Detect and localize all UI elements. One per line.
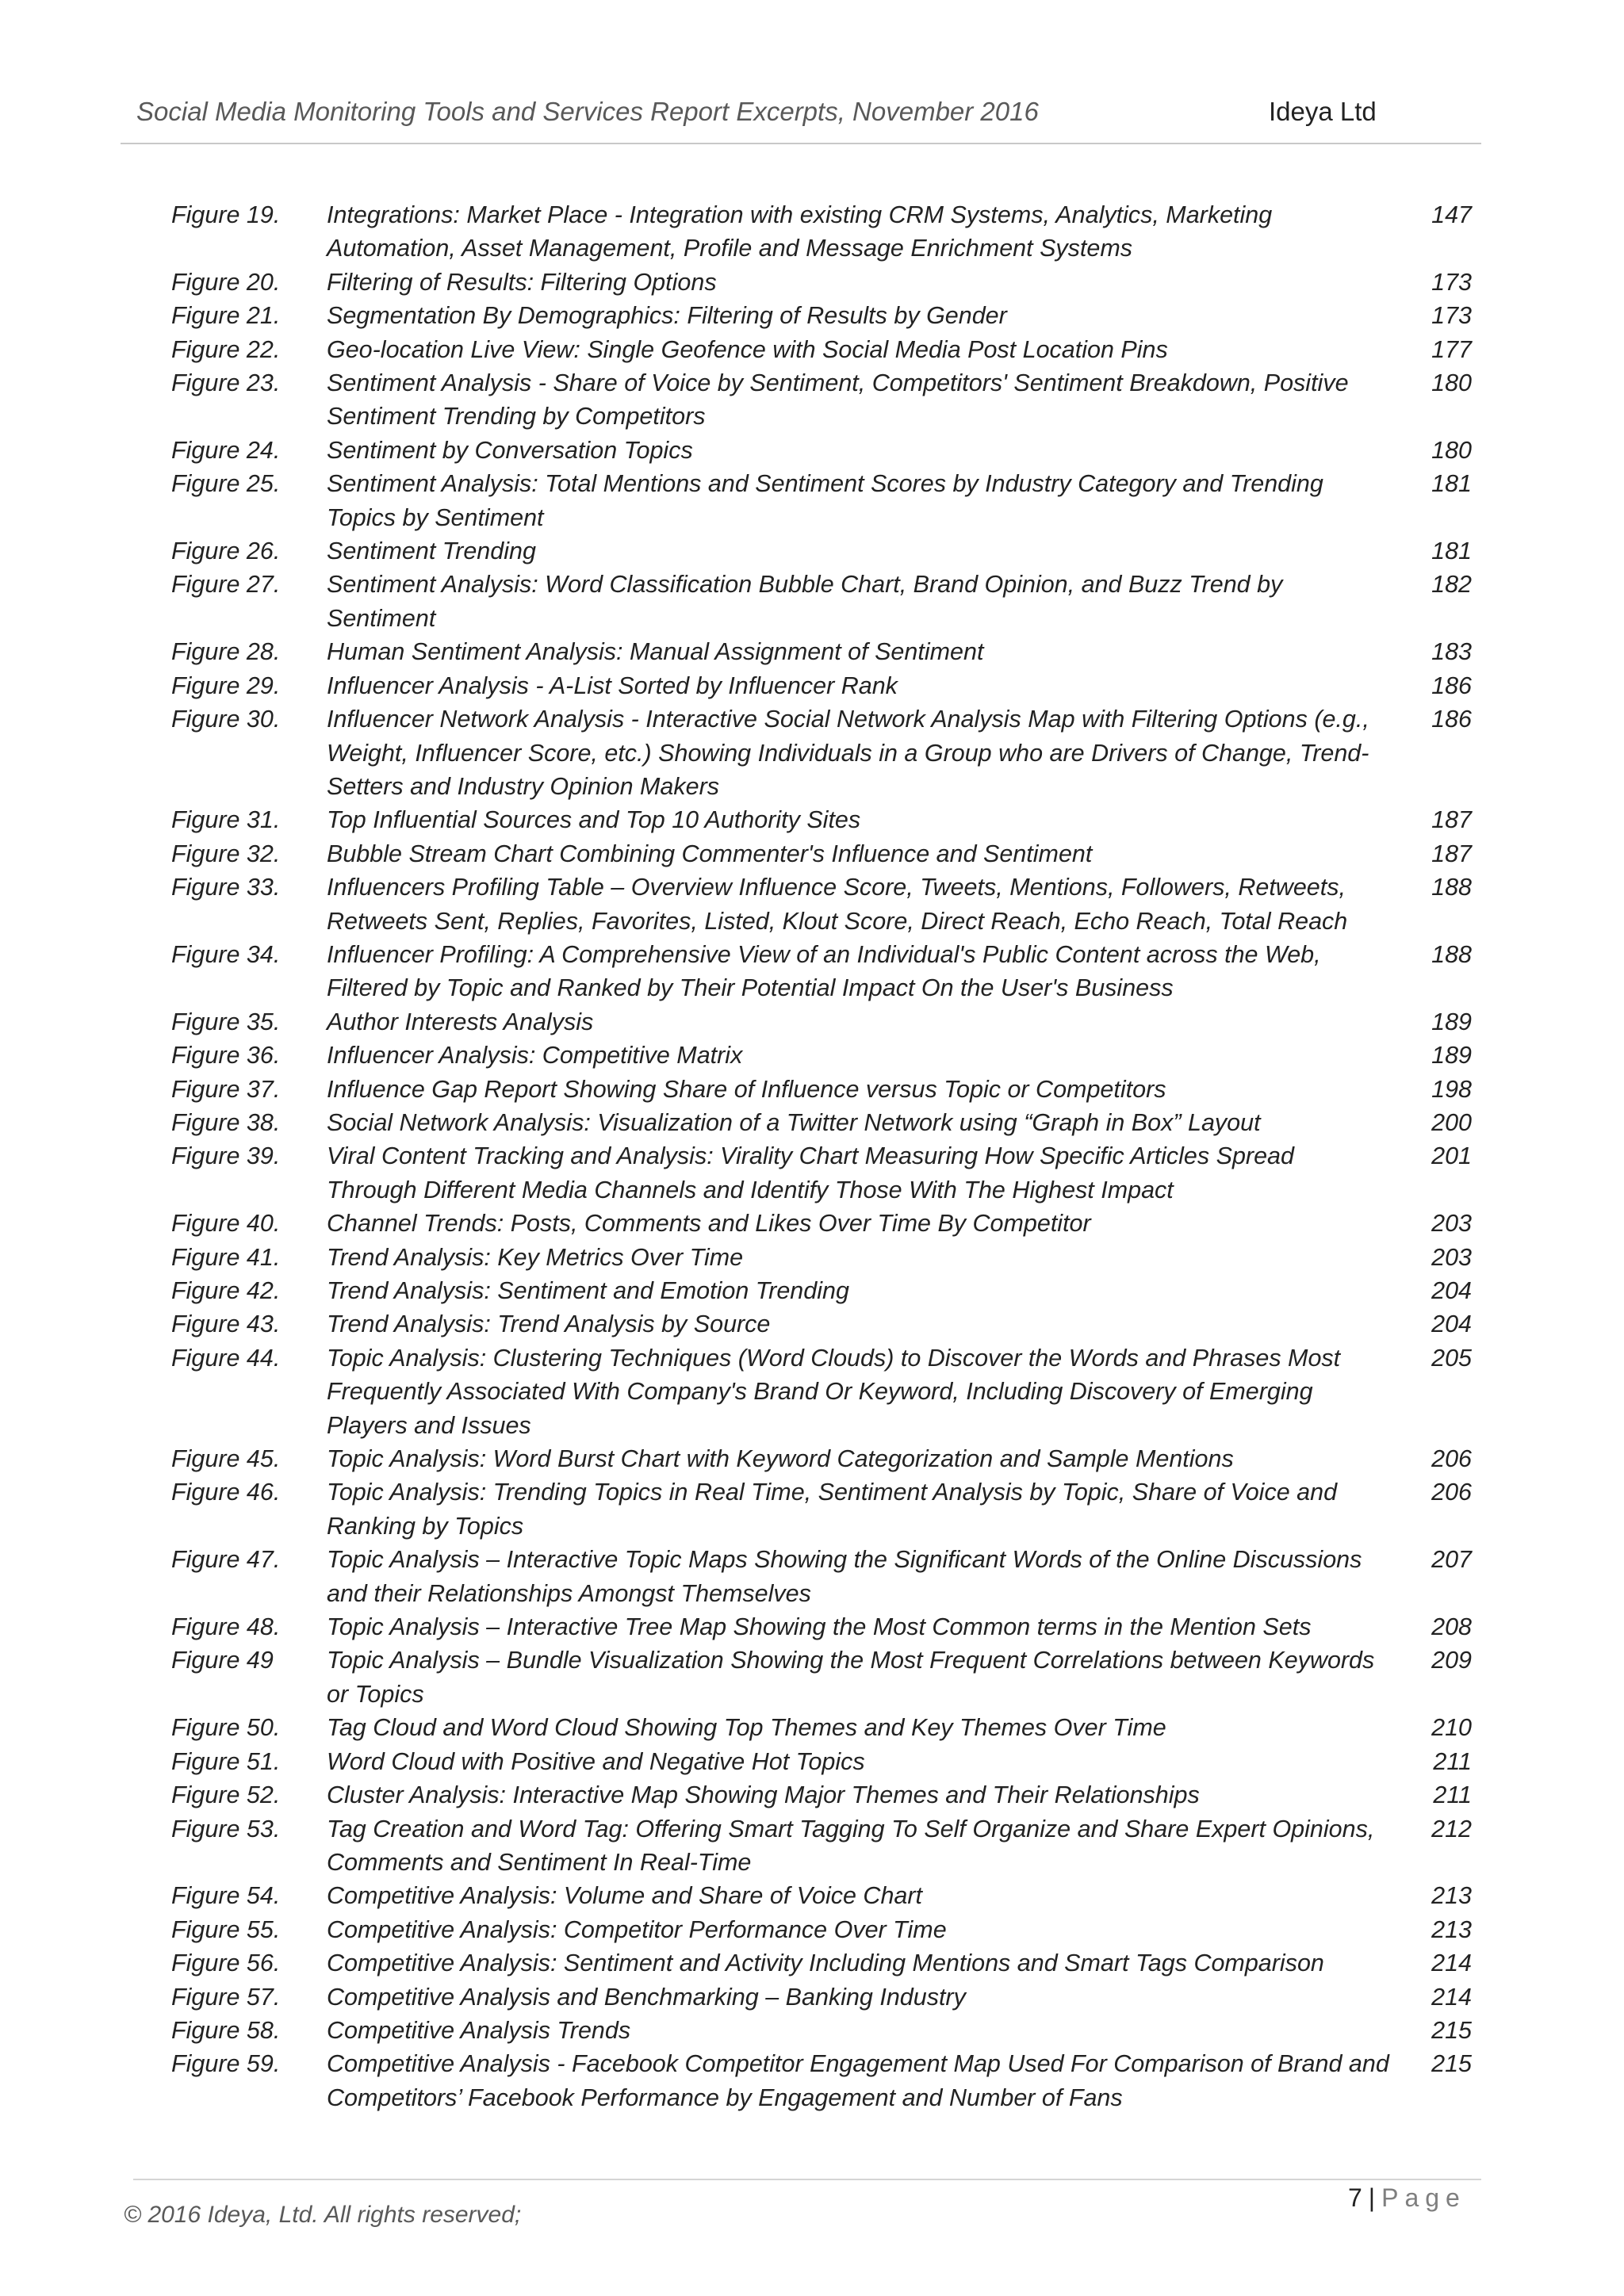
figure-label: Figure 25. bbox=[171, 470, 281, 498]
figure-page-number: 187 bbox=[1431, 806, 1472, 834]
figure-title: Influencer Network Analysis - Interactive Social Network Analysis Map with Filtering Options (e.g., Weight, Influencer Score, etc.) Showing Individuals in a Group who are Drivers of Change, Trend-Setters and Industry Opinion Makers bbox=[327, 706, 1369, 800]
figure-label: Figure 35. bbox=[171, 1008, 281, 1035]
figure-page-number: 147 bbox=[1431, 201, 1472, 228]
figure-label: Figure 28. bbox=[171, 638, 281, 666]
figure-label: Figure 22. bbox=[171, 335, 281, 363]
page-label: Page bbox=[1381, 2183, 1466, 2212]
figure-title: Viral Content Tracking and Analysis: Virality Chart Measuring How Specific Articles Spread Through Different Media Channels and Identify Those With The Highest Impact bbox=[327, 1142, 1294, 1203]
figure-label: Figure 23. bbox=[171, 369, 281, 397]
figure-entry bbox=[171, 434, 1472, 467]
figure-label: Figure 37. bbox=[171, 1075, 281, 1103]
figure-page-number: 204 bbox=[1431, 1277, 1472, 1304]
figure-label: Figure 58. bbox=[171, 2016, 281, 2044]
figure-page-number: 203 bbox=[1431, 1210, 1472, 1238]
figure-title: Filtering of Results: Filtering Options bbox=[327, 268, 717, 296]
figure-title: Influencer Analysis - A-List Sorted by Influencer Rank bbox=[327, 672, 898, 699]
figure-label: Figure 42. bbox=[171, 1277, 281, 1304]
figure-entry bbox=[171, 1073, 1472, 1106]
figure-entry bbox=[171, 1274, 1472, 1307]
figure-label: Figure 24. bbox=[171, 436, 281, 464]
figure-title: Sentiment Analysis: Total Mentions and Sentiment Scores by Industry Category and Trending Topics by Sentiment bbox=[327, 470, 1323, 531]
figure-page-number: 212 bbox=[1431, 1815, 1472, 1843]
figure-page-number: 200 bbox=[1431, 1108, 1472, 1136]
page-separator: | bbox=[1368, 2183, 1376, 2212]
figure-label: Figure 41. bbox=[171, 1243, 281, 1271]
figure-entry bbox=[171, 1711, 1472, 1744]
figure-page-number: 198 bbox=[1431, 1075, 1472, 1103]
figure-page-number: 214 bbox=[1431, 1983, 1472, 2011]
figure-page-number: 180 bbox=[1431, 369, 1472, 397]
figure-entry bbox=[171, 1241, 1472, 1274]
figure-entry bbox=[171, 1341, 1472, 1442]
figure-page-number: 183 bbox=[1431, 638, 1472, 666]
figure-title: Trend Analysis: Trend Analysis by Source bbox=[327, 1311, 771, 1338]
figure-label: Figure 57. bbox=[171, 1983, 281, 2011]
figure-entry bbox=[171, 1475, 1472, 1543]
figure-label: Figure 27. bbox=[171, 571, 281, 599]
figure-page-number: 214 bbox=[1431, 1950, 1472, 1977]
figure-label: Figure 53. bbox=[171, 1815, 281, 1843]
figure-title: Trend Analysis: Sentiment and Emotion Trending bbox=[327, 1277, 849, 1304]
figure-title: Tag Cloud and Word Cloud Showing Top Themes and Key Themes Over Time bbox=[327, 1714, 1166, 1742]
page-header bbox=[121, 92, 1481, 140]
figure-page-number: 201 bbox=[1431, 1142, 1472, 1170]
report-title: Social Media Monitoring Tools and Services Report Excerpts, November 2016 bbox=[136, 97, 1039, 126]
figure-entry bbox=[171, 1139, 1472, 1207]
figure-title: Word Cloud with Positive and Negative Hot Topics bbox=[327, 1747, 865, 1775]
figure-title: Bubble Stream Chart Combining Commenter's Influence and Sentiment bbox=[327, 840, 1093, 867]
figure-page-number: 180 bbox=[1431, 436, 1472, 464]
figure-page-number: 213 bbox=[1431, 1882, 1472, 1910]
header-divider bbox=[121, 143, 1481, 144]
figure-title: Integrations: Market Place - Integration with existing CRM Systems, Analytics, Marketing Automation, Asset Management, Profile and Message Enrichment Systems bbox=[327, 201, 1273, 262]
figure-entry bbox=[171, 2047, 1472, 2114]
figure-label: Figure 40. bbox=[171, 1210, 281, 1238]
footer-divider bbox=[133, 2179, 1481, 2180]
figure-title: Topic Analysis: Clustering Techniques (Word Clouds) to Discover the Words and Phrases Most Frequently Associated With Company's Brand Or Keyword, Including Discovery of Emerging Players and Issues bbox=[327, 1344, 1341, 1439]
figure-page-number: 211 bbox=[1433, 1781, 1472, 1809]
figure-label: Figure 21. bbox=[171, 302, 281, 330]
figure-title: Influencer Profiling: A Comprehensive View of an Individual's Public Content across the Web, Filtered by Topic and Ranked by Their Potential Impact On the User's Business bbox=[327, 940, 1321, 1002]
figure-title: Competitive Analysis - Facebook Competitor Engagement Map Used For Comparison of Brand and Competitors’ Facebook Performance by Engagement and Number of Fans bbox=[327, 2050, 1389, 2111]
figure-page-number: 188 bbox=[1431, 874, 1472, 901]
figure-label: Figure 56. bbox=[171, 1950, 281, 1977]
figure-entry bbox=[171, 467, 1472, 534]
figure-entry bbox=[171, 1879, 1472, 1912]
figure-label: Figure 43. bbox=[171, 1311, 281, 1338]
figure-entry bbox=[171, 1778, 1472, 1812]
figure-title: Social Network Analysis: Visualization of a Twitter Network using “Graph in Box” Layout bbox=[327, 1108, 1261, 1136]
figure-page-number: 186 bbox=[1431, 672, 1472, 699]
figure-title: Topic Analysis: Word Burst Chart with Keyword Categorization and Sample Mentions bbox=[327, 1445, 1234, 1473]
figure-entry bbox=[171, 837, 1472, 871]
figure-title: Topic Analysis – Interactive Topic Maps Showing the Significant Words of the Online Discussions and their Relationships Amongst Themselves bbox=[327, 1546, 1362, 1607]
figure-entry bbox=[171, 1644, 1472, 1711]
figure-entry bbox=[171, 1005, 1472, 1039]
figure-title: Tag Creation and Word Tag: Offering Smart Tagging To Self Organize and Share Expert Opinions, Comments and Sentiment In Real-Time bbox=[327, 1815, 1375, 1876]
figure-page-number: 187 bbox=[1431, 840, 1472, 867]
figure-label: Figure 48. bbox=[171, 1613, 281, 1641]
figure-entry bbox=[171, 635, 1472, 668]
figure-entry bbox=[171, 702, 1472, 803]
figure-title: Competitive Analysis: Competitor Performance Over Time bbox=[327, 1915, 947, 1943]
figure-entry bbox=[171, 1442, 1472, 1475]
figure-title: Influencers Profiling Table – Overview Influence Score, Tweets, Mentions, Followers, Retweets, Retweets Sent, Replies, Favorites, Listed, Klout Score, Direct Reach, Echo Reach, Total Reach bbox=[327, 874, 1348, 935]
figure-page-number: 204 bbox=[1431, 1311, 1472, 1338]
copyright-notice: © 2016 Ideya, Ltd. All rights reserved; bbox=[124, 2202, 522, 2228]
figure-entry bbox=[171, 1106, 1472, 1139]
figure-page-number: 211 bbox=[1433, 1747, 1472, 1775]
figure-page-number: 189 bbox=[1431, 1042, 1472, 1070]
figure-title: Channel Trends: Posts, Comments and Likes Over Time By Competitor bbox=[327, 1210, 1091, 1238]
figure-title: Human Sentiment Analysis: Manual Assignment of Sentiment bbox=[327, 638, 984, 666]
figure-entry bbox=[171, 1946, 1472, 1980]
figure-page-number: 181 bbox=[1431, 470, 1472, 498]
figure-entry bbox=[171, 1207, 1472, 1240]
figure-page-number: 181 bbox=[1431, 538, 1472, 565]
figure-label: Figure 51. bbox=[171, 1747, 281, 1775]
figure-label: Figure 34. bbox=[171, 940, 281, 968]
figure-entry bbox=[171, 198, 1472, 266]
figure-page-number: 210 bbox=[1431, 1714, 1472, 1742]
figure-title: Influencer Analysis: Competitive Matrix bbox=[327, 1042, 743, 1070]
figure-label: Figure 44. bbox=[171, 1344, 281, 1372]
figure-page-number: 186 bbox=[1431, 706, 1472, 733]
page-number: 7 bbox=[1348, 2183, 1362, 2212]
page-number-block bbox=[1348, 2183, 1466, 2213]
list-of-figures bbox=[171, 198, 1472, 2114]
figure-page-number: 203 bbox=[1431, 1243, 1472, 1271]
figure-entry bbox=[171, 669, 1472, 702]
figure-label: Figure 32. bbox=[171, 840, 281, 867]
figure-page-number: 206 bbox=[1431, 1479, 1472, 1506]
figure-title: Topic Analysis: Trending Topics in Real Time, Sentiment Analysis by Topic, Share of Voice and Ranking by Topics bbox=[327, 1479, 1338, 1540]
figure-label: Figure 54. bbox=[171, 1882, 281, 1910]
figure-label: Figure 36. bbox=[171, 1042, 281, 1070]
figure-label: Figure 59. bbox=[171, 2050, 281, 2078]
figure-title: Author Interests Analysis bbox=[327, 1008, 594, 1035]
figure-label: Figure 20. bbox=[171, 268, 281, 296]
figure-entry bbox=[171, 1745, 1472, 1778]
figure-title: Competitive Analysis Trends bbox=[327, 2016, 631, 2044]
figure-title: Sentiment Analysis: Word Classification Bubble Chart, Brand Opinion, and Buzz Trend by Sentiment bbox=[327, 571, 1283, 632]
figure-entry bbox=[171, 299, 1472, 332]
figure-label: Figure 30. bbox=[171, 706, 281, 733]
figure-title: Topic Analysis – Interactive Tree Map Showing the Most Common terms in the Mention Sets bbox=[327, 1613, 1312, 1641]
figure-label: Figure 29. bbox=[171, 672, 281, 699]
figure-label: Figure 52. bbox=[171, 1781, 281, 1809]
figure-entry bbox=[171, 803, 1472, 836]
figure-label: Figure 45. bbox=[171, 1445, 281, 1473]
figure-title: Segmentation By Demographics: Filtering of Results by Gender bbox=[327, 302, 1007, 330]
figure-entry bbox=[171, 1039, 1472, 1072]
figure-label: Figure 31. bbox=[171, 806, 281, 834]
figure-page-number: 209 bbox=[1431, 1647, 1472, 1674]
figure-entry bbox=[171, 1913, 1472, 1946]
figure-label: Figure 19. bbox=[171, 201, 281, 228]
figure-label: Figure 55. bbox=[171, 1915, 281, 1943]
figure-label: Figure 33. bbox=[171, 874, 281, 901]
figure-entry bbox=[171, 534, 1472, 568]
figure-page-number: 208 bbox=[1431, 1613, 1472, 1641]
figure-title: Geo-location Live View: Single Geofence with Social Media Post Location Pins bbox=[327, 335, 1168, 363]
figure-label: Figure 38. bbox=[171, 1108, 281, 1136]
figure-page-number: 189 bbox=[1431, 1008, 1472, 1035]
figure-label: Figure 46. bbox=[171, 1479, 281, 1506]
figure-entry bbox=[171, 266, 1472, 299]
figure-title: Top Influential Sources and Top 10 Authority Sites bbox=[327, 806, 861, 834]
figure-label: Figure 39. bbox=[171, 1142, 281, 1170]
company-name: Ideya Ltd bbox=[1269, 97, 1377, 126]
figure-title: Competitive Analysis: Volume and Share of Voice Chart bbox=[327, 1882, 923, 1910]
figure-entry bbox=[171, 1980, 1472, 2014]
figure-title: Sentiment by Conversation Topics bbox=[327, 436, 693, 464]
figure-entry bbox=[171, 1610, 1472, 1644]
figure-entry bbox=[171, 2014, 1472, 2047]
figure-page-number: 215 bbox=[1431, 2050, 1472, 2078]
figure-title: Topic Analysis – Bundle Visualization Showing the Most Frequent Correlations between Keywords or Topics bbox=[327, 1647, 1375, 1708]
figure-page-number: 215 bbox=[1431, 2016, 1472, 2044]
figure-page-number: 173 bbox=[1431, 268, 1472, 296]
figure-entry bbox=[171, 568, 1472, 635]
figure-page-number: 205 bbox=[1431, 1344, 1472, 1372]
figure-title: Competitive Analysis and Benchmarking – Banking Industry bbox=[327, 1983, 966, 2011]
figure-entry bbox=[171, 333, 1472, 366]
figure-title: Influence Gap Report Showing Share of Influence versus Topic or Competitors bbox=[327, 1075, 1166, 1103]
figure-title: Trend Analysis: Key Metrics Over Time bbox=[327, 1243, 744, 1271]
figure-entry bbox=[171, 1307, 1472, 1341]
figure-entry bbox=[171, 1812, 1472, 1880]
figure-label: Figure 47. bbox=[171, 1546, 281, 1574]
figure-label: Figure 49 bbox=[171, 1647, 274, 1674]
figure-label: Figure 50. bbox=[171, 1714, 281, 1742]
figure-page-number: 182 bbox=[1431, 571, 1472, 599]
figure-title: Cluster Analysis: Interactive Map Showing Major Themes and Their Relationships bbox=[327, 1781, 1200, 1809]
figure-entry bbox=[171, 871, 1472, 938]
figure-entry bbox=[171, 938, 1472, 1005]
figure-page-number: 207 bbox=[1431, 1546, 1472, 1574]
figure-page-number: 173 bbox=[1431, 302, 1472, 330]
figure-label: Figure 26. bbox=[171, 538, 281, 565]
figure-page-number: 213 bbox=[1431, 1915, 1472, 1943]
figure-entry bbox=[171, 366, 1472, 434]
figure-title: Competitive Analysis: Sentiment and Activity Including Mentions and Smart Tags Comparison bbox=[327, 1950, 1324, 1977]
figure-title: Sentiment Analysis - Share of Voice by Sentiment, Competitors' Sentiment Breakdown, Positive Sentiment Trending by Competitors bbox=[327, 369, 1349, 430]
figure-entry bbox=[171, 1543, 1472, 1610]
figure-page-number: 206 bbox=[1431, 1445, 1472, 1473]
figure-page-number: 188 bbox=[1431, 940, 1472, 968]
figure-page-number: 177 bbox=[1431, 335, 1472, 363]
figure-title: Sentiment Trending bbox=[327, 538, 536, 565]
